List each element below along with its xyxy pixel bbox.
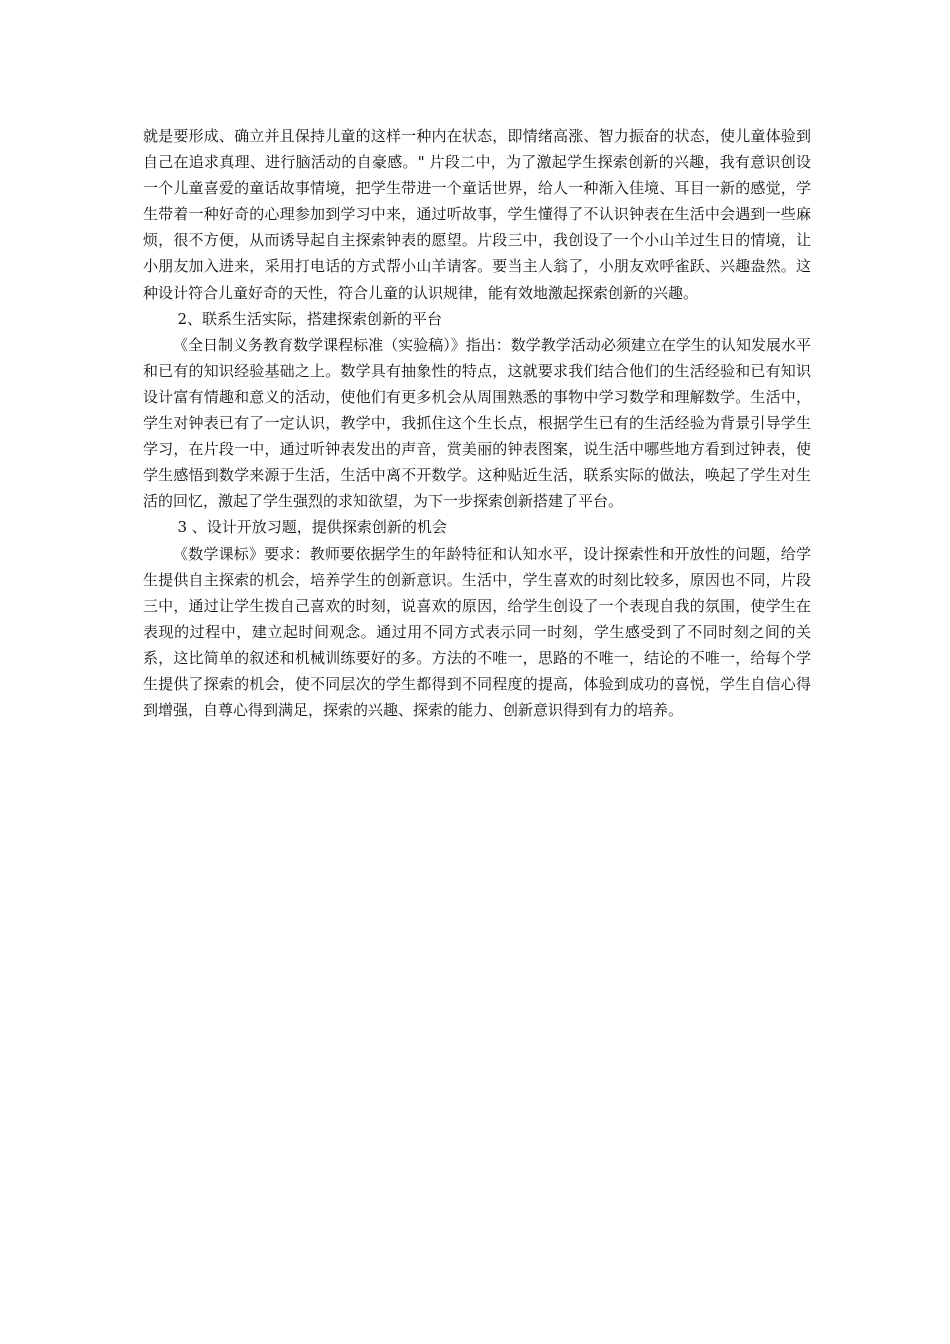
section-heading-3: 3 、设计开放习题，提供探索创新的机会 [177, 518, 447, 537]
body-paragraph-curriculum-standard: 《全日制义务教育数学课程标准（实验稿）》指出：数学教学活动必须建立在学生的认知发展水平和已有的知识经验基础之上。数学具有抽象性的特点，这就要求我们结合他们的生活经验和已有知识设计富有情趣和意义的活动，使他们有更多机会从周围熟悉的事物中学习数学和理解数学。生活中，学生对钟表已有了一定认识，教学中，我抓住这个生长点，根据学生已有的生活经验为背景引导学生学习，在片段一中，通过听钟表发出的声音，赏美丽的钟表图案，说生活中哪些地方看到过钟表，使学生感悟到数学来源于生活，生活中离不开数学。这种贴近生活，联系实际的做法，唤起了学生对生活的回忆，激起了学生强烈的求知欲望，为下一步探索创新搭建了平台。 [143, 335, 811, 511]
document-body [143, 123, 811, 723]
section-heading-2: 2、联系生活实际，搭建探索创新的平台 [177, 309, 443, 328]
body-paragraph-math-standard: 《数学课标》要求：教师要依据学生的年龄特征和认知水平，设计探索性和开放性的问题，给学生提供自主探索的机会，培养学生的创新意识。生活中，学生喜欢的时刻比较多，原因也不同，片段三中，通过让学生拨自己喜欢的时刻，说喜欢的原因，给学生创设了一个表现自我的氛围，使学生在表现的过程中，建立起时间观念。通过用不同方式表示同一时刻，学生感受到了不同时刻之间的关系，这比简单的叙述和机械训练要好的多。方法的不唯一，思路的不唯一，结论的不唯一，给每个学生提供了探索的机会，使不同层次的学生都得到不同程度的提高，体验到成功的喜悦，学生自信心得到增强，自尊心得到满足，探索的兴趣、探索的能力、创新意识得到有力的培养。 [143, 544, 811, 720]
body-paragraph-continued: 就是要形成、确立并且保持儿童的这样一种内在状态，即情绪高涨、智力振奋的状态，使儿童体验到自己在追求真理、进行脑活动的自豪感。" 片段二中，为了激起学生探索创新的兴趣，我有意识创设一个儿童喜爱的童话故事情境，把学生带进一个童话世界，给人一种渐入佳境、耳目一新的感觉，学生带着一种好奇的心理参加到学习中来，通过听故事，学生懂得了不认识钟表在生活中会遇到一些麻烦，很不方便，从而诱导起自主探索钟表的愿望。片段三中，我创设了一个小山羊过生日的情境，让小朋友加入进来，采用打电话的方式帮小山羊请客。要当主人翁了，小朋友欢呼雀跃、兴趣盎然。这种设计符合儿童好奇的天性，符合儿童的认识规律，能有效地激起探索创新的兴趣。 [143, 127, 811, 302]
